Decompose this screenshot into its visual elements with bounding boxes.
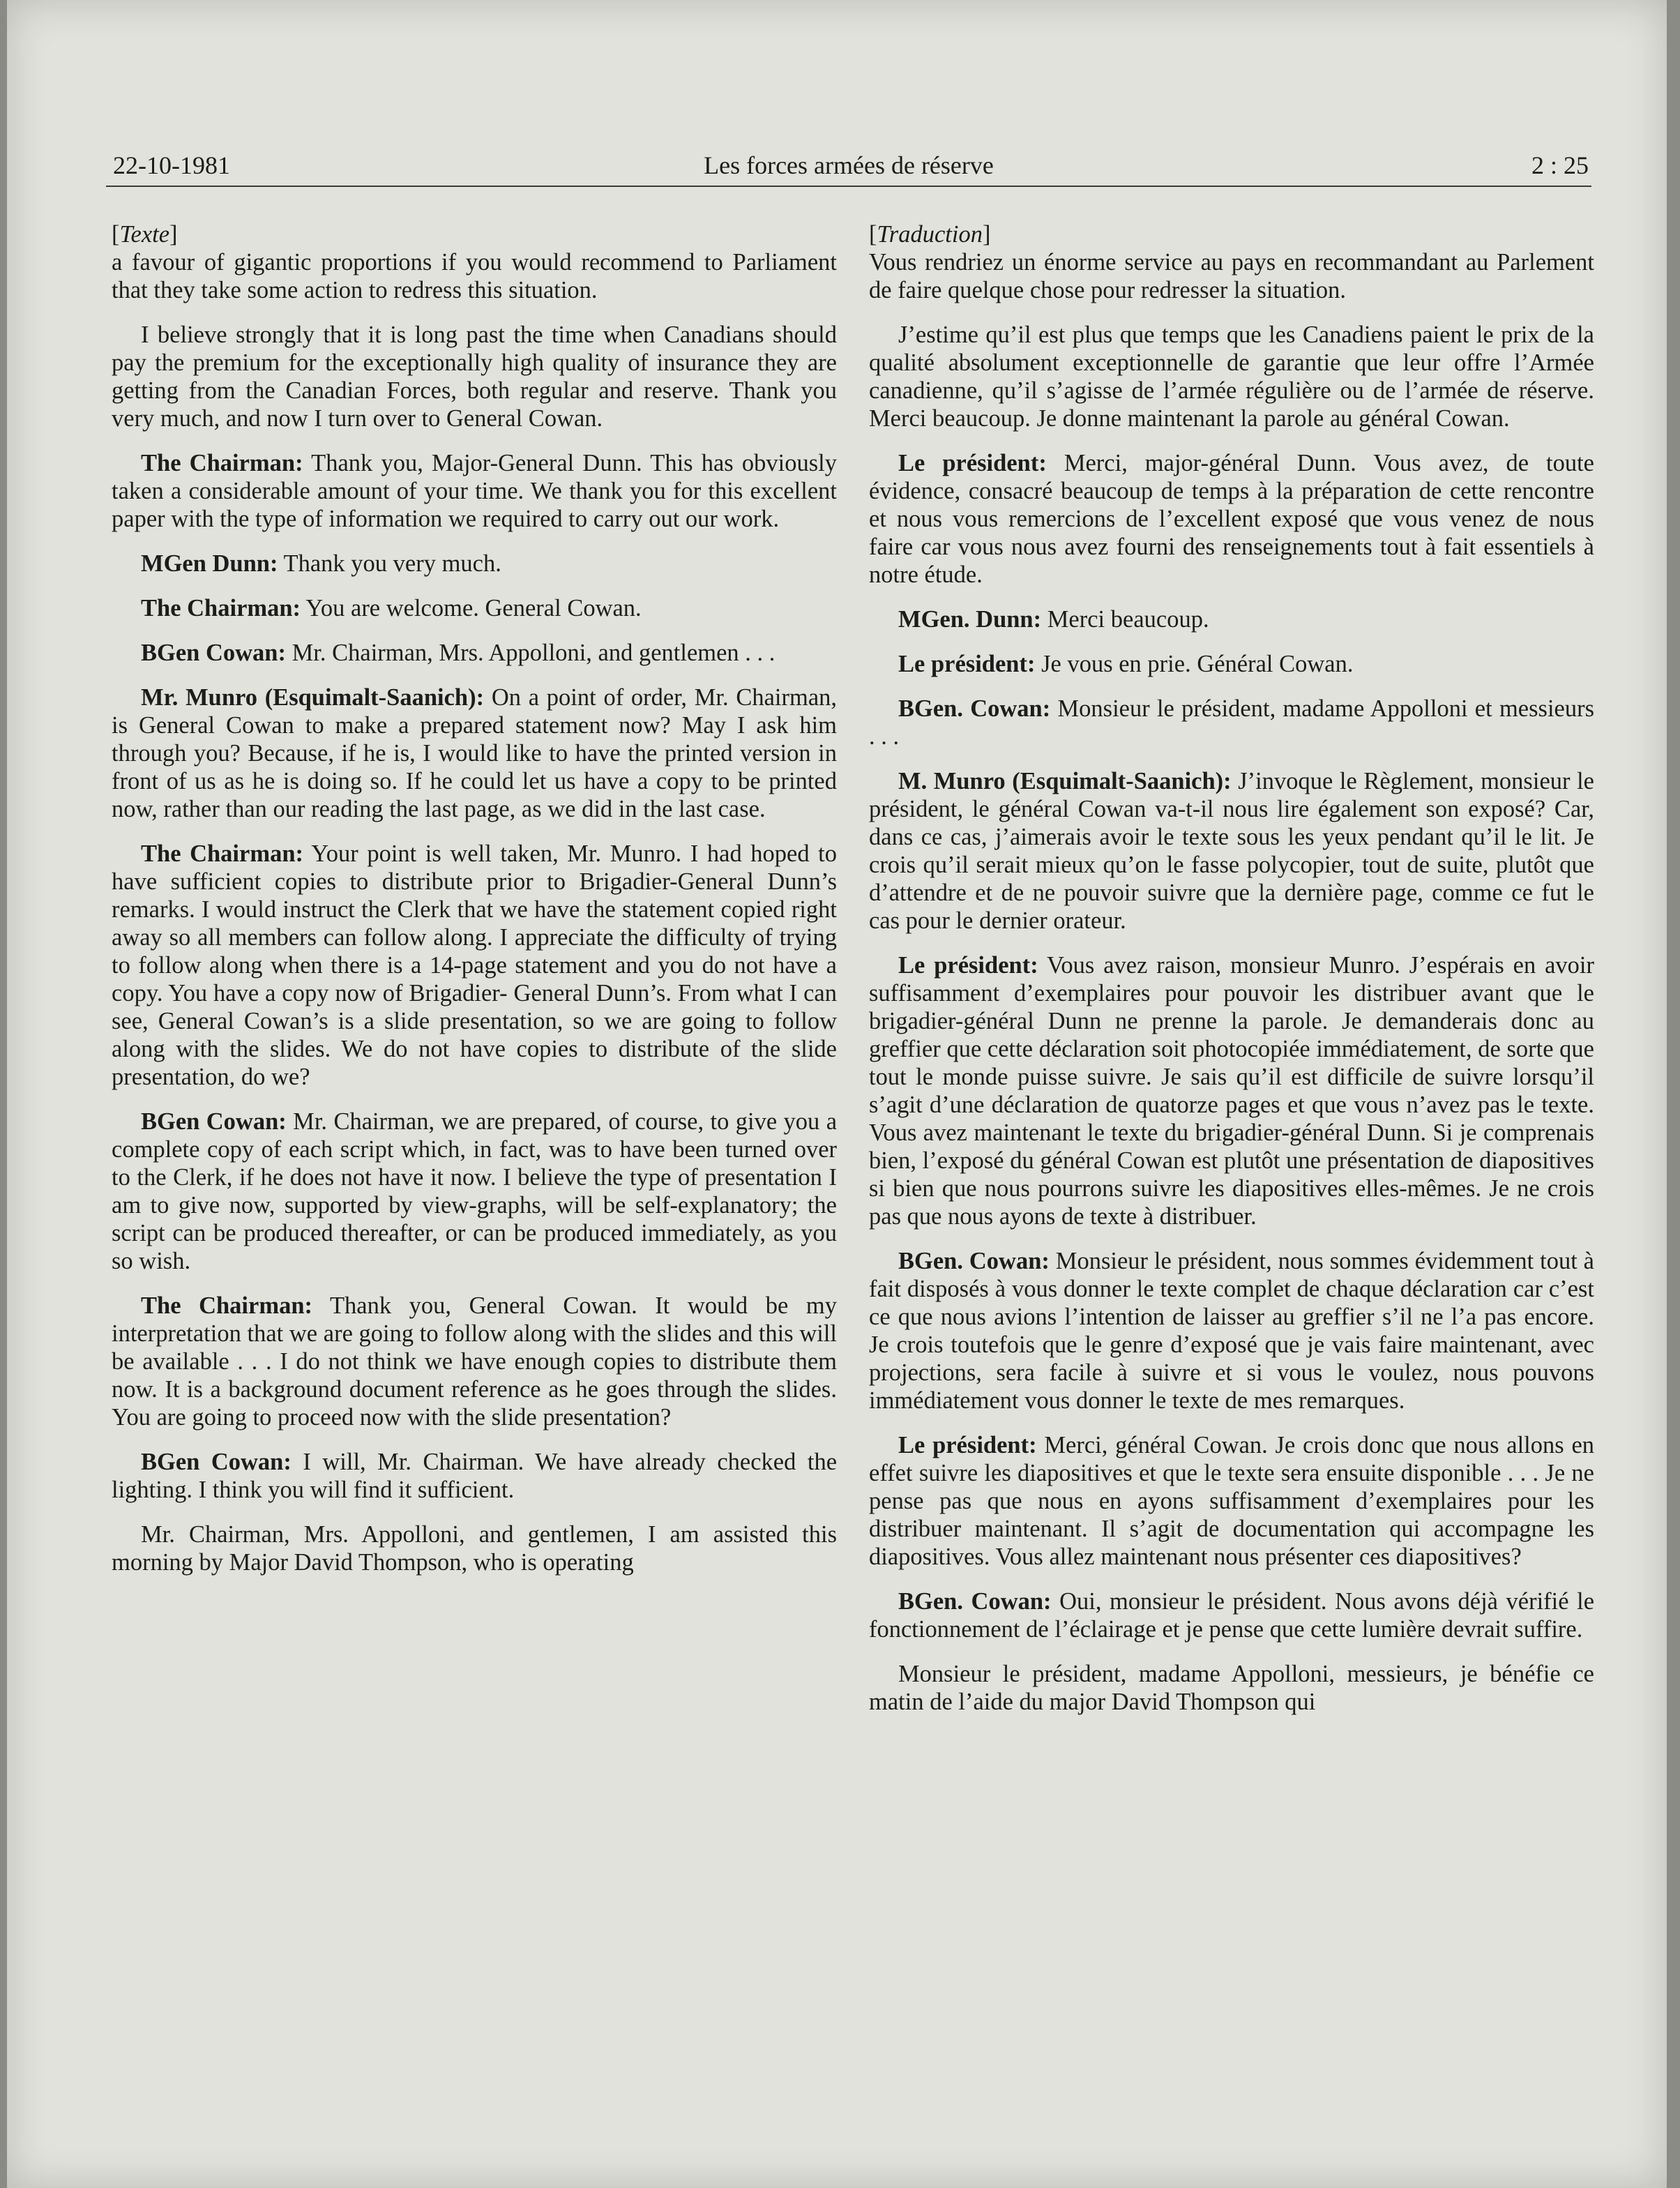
paragraph-text: I will, Mr. Chairman. We have already checked the lighting. I think you will find it sufficient. <box>112 1449 838 1503</box>
paragraph-text: Oui, monsieur le président. Nous avons déjà vérifié le fonctionnement de l’éclairage et je pense que cette lumière devrait suffire. <box>869 1588 1595 1643</box>
paragraph <box>112 1292 837 1431</box>
paragraph-text: J’invoque le Règlement, monsieur le président, le général Cowan va-t-il nous lire également son exposé? Car, dans ce cas, j’aimerais avoir le texte sous les yeux pendant qu’il le lit. Je crois qu’il serait mieux qu’on le fasse polycopier, tout de suite, plutôt que d’attendre et de ne pouvoir suivre que la dernière page, comme ce fut le cas pour le dernier orateur. <box>869 768 1594 934</box>
paragraph <box>869 1660 1594 1716</box>
paragraph <box>112 1108 837 1275</box>
paragraph-text: J’estime qu’il est plus que temps que les Canadiens paient le prix de la qualité absolument exceptionnelle de garantie que leur offre l’Armée canadienne, qu’il s’agisse de l’armée régulière ou de l’armée de réserve. Merci beaucoup. Je donne maintenant la parole au général Cowan. <box>869 322 1594 432</box>
speaker-name: Le président: <box>898 450 1047 476</box>
paragraph <box>869 951 1594 1230</box>
speaker-name: Mr. Munro (Esquimalt-Saanich): <box>141 684 485 711</box>
paragraph-text: a favour of gigantic proportions if you would recommend to Parliament that they take some action to redress this situation. <box>112 249 837 303</box>
paragraph-text: Merci, général Cowan. Je crois donc que nous allons en effet suivre les diapositives et que le texte sera ensuite disponible . . . Je ne pense pas que nous en ayons suffisamment d’exemplaires pour les distribuer maintenant. Il s’agit de documentation qui accompagne les diapositives. Vous allez maintenant nous présenter ces diapositives? <box>869 1432 1595 1570</box>
header-page-number: 2 : 25 <box>1531 151 1589 179</box>
paragraph <box>869 1247 1594 1414</box>
speaker-name: The Chairman: <box>141 595 301 621</box>
paragraph-text: Monsieur le président, madame Appolloni et messieurs . . . <box>869 695 1595 750</box>
paragraph-text: I believe strongly that it is long past the time when Canadians should pay the premium for the exceptionally high quality of insurance they are getting from the Canadian Forces, both regular and reserve. Thank you very much, and now I turn over to General Cowan. <box>112 322 837 432</box>
paragraph <box>869 767 1594 935</box>
speaker-name: MGen Dunn: <box>141 550 278 577</box>
paragraph <box>869 1431 1594 1571</box>
speaker-name: Le président: <box>898 952 1038 979</box>
paragraph-text: Monsieur le président, madame Appolloni, messieurs, je bénéfie ce matin de l’aide du major David Thompson qui <box>869 1661 1594 1715</box>
header-title: Les forces armées de réserve <box>704 151 994 179</box>
paragraph <box>869 248 1594 304</box>
speaker-name: The Chairman: <box>141 450 303 476</box>
english-column <box>112 220 837 1593</box>
speaker-name: BGen Cowan: <box>141 1449 292 1475</box>
paragraph-text: Thank you, General Cowan. It would be my interpretation that we are going to follow along with the slides and this will be available . . . I do not think we have enough copies to distribute them now. It is a background document reference as he goes through the slides. You are going to proceed now with the slide presentation? <box>112 1292 837 1431</box>
speaker-name: The Chairman: <box>141 840 303 867</box>
paragraph-text: Merci, major-général Dunn. Vous avez, de toute évidence, consacré beaucoup de temps à la préparation de cette rencontre et nous vous remercions de l’excellent exposé que vous venez de nous faire car vous nous avez fourni des renseignements tout à fait essentiels à notre étude. <box>869 450 1594 588</box>
header-date: 22-10-1981 <box>113 151 230 179</box>
speaker-name: M. Munro (Esquimalt-Saanich): <box>898 768 1232 794</box>
column-label-text: Texte <box>119 221 170 248</box>
speaker-name: Le président: <box>898 651 1036 677</box>
speaker-name: Le président: <box>898 1432 1037 1458</box>
paragraph-text: Mr. Chairman, Mrs. Appolloni, and gentlemen . . . <box>292 640 775 666</box>
speaker-name: MGen. Dunn: <box>898 606 1042 633</box>
paragraph-text: Thank you, Major-General Dunn. This has obviously taken a considerable amount of your time. We thank you for this excellent paper with the type of information we required to carry out our work. <box>112 450 837 532</box>
page-header <box>106 146 1591 187</box>
paragraph <box>112 321 837 432</box>
speaker-name: The Chairman: <box>141 1292 312 1319</box>
paragraph <box>869 650 1594 678</box>
paragraph <box>112 1448 837 1504</box>
paragraph <box>112 1521 837 1576</box>
speaker-name: BGen Cowan: <box>141 640 286 666</box>
paragraph-text: You are welcome. General Cowan. <box>305 595 642 621</box>
paragraph <box>112 840 837 1091</box>
speaker-name: BGen Cowan: <box>141 1108 287 1135</box>
paragraph <box>869 1587 1594 1643</box>
paragraph-text: Vous avez raison, monsieur Munro. J’espérais en avoir suffisamment d’exemplaires pour pouvoir les distribuer avant que le brigadier-général Dunn ne prenne la parole. Je demanderais donc au greffier que cette déclaration soit photocopiée immédiatement, de sorte que tout le monde puisse suivre. Je sais qu’il est difficile de suivre lorsqu’il s’agit d’une déclaration de quatorze pages et que vous n’avez pas le texte. Vous avez maintenant le texte du brigadier-général Dunn. Si je comprenais bien, l’exposé du général Cowan est plutôt une présentation de diapositives si bien que nous pourrons suivre les diapositives elles-mêmes. Je ne crois pas que nous ayons de texte à distribuer. <box>869 952 1594 1230</box>
speaker-name: BGen. Cowan: <box>898 695 1051 722</box>
paragraph-text: Thank you very much. <box>283 550 501 577</box>
paragraph <box>869 605 1594 633</box>
paragraph <box>112 684 837 823</box>
paragraph <box>112 449 837 533</box>
speaker-name: BGen. Cowan: <box>898 1588 1052 1615</box>
paragraph <box>112 594 837 622</box>
document-page <box>7 0 1667 2188</box>
paragraph <box>869 695 1594 750</box>
column-label: [Texte] <box>112 221 178 248</box>
paragraph <box>869 449 1594 589</box>
speaker-name: BGen. Cowan: <box>898 1248 1050 1274</box>
paragraph <box>869 321 1594 432</box>
paragraph-text: Monsieur le président, nous sommes évidemment tout à fait disposés à vous donner le texte complet de chaque déclaration car c’est ce que nous avions l’intention de laisser au greffier s’il ne l’a pas encore. Je crois toutefois que le genre d’exposé que je vais faire maintenant, avec projections, sera facile à suivre et si vous le voulez, nous pouvons immédiatement vous donner le texte de mes remarques. <box>869 1248 1594 1414</box>
paragraph <box>112 248 837 304</box>
paragraph-text: On a point of order, Mr. Chairman, is General Cowan to make a prepared statement now? May I ask him through you? Because, if he is, I would like to have the printed version in front of us as he is doing so. If he could let us have a copy to be printed now, rather than our reading the last page, as we did in the last case. <box>112 684 838 822</box>
paragraph-text: Je vous en prie. Général Cowan. <box>1041 651 1354 677</box>
paragraph-text: Vous rendriez un énorme service au pays en recommandant au Parlement de faire quelque chose pour redresser la situation. <box>869 249 1594 303</box>
column-label: [Traduction] <box>869 221 991 248</box>
paragraph <box>112 639 837 667</box>
paragraph <box>112 550 837 578</box>
paragraph-text: Mr. Chairman, we are prepared, of course, to give you a complete copy of each script which, in fact, was to have been turned over to the Clerk, if he does not have it now. I believe the type of presentation I am to give now, supported by view-graphs, will be self-explanatory; the script can be produced thereafter, or can be produced immediately, as you so wish. <box>112 1108 838 1274</box>
french-column <box>869 220 1594 1733</box>
column-label-text: Traduction <box>877 221 983 248</box>
paragraph-text: Your point is well taken, Mr. Munro. I had hoped to have sufficient copies to distribute prior to Brigadier-General Dunn’s remarks. I would instruct the Clerk that we have the statement copied right away so all members can follow along. I appreciate the difficulty of trying to follow along when there is a 14-page statement and you do not have a copy. You have a copy now of Brigadier- General Dunn’s. From what I can see, General Cowan’s is a slide presentation, so we are going to follow along with the slides. We do not have copies to distribute of the slide presentation, do we? <box>112 840 837 1090</box>
paragraph-text: Mr. Chairman, Mrs. Appolloni, and gentlemen, I am assisted this morning by Major David Thompson, who is operating <box>112 1521 837 1576</box>
paragraph-text: Merci beaucoup. <box>1047 606 1209 633</box>
